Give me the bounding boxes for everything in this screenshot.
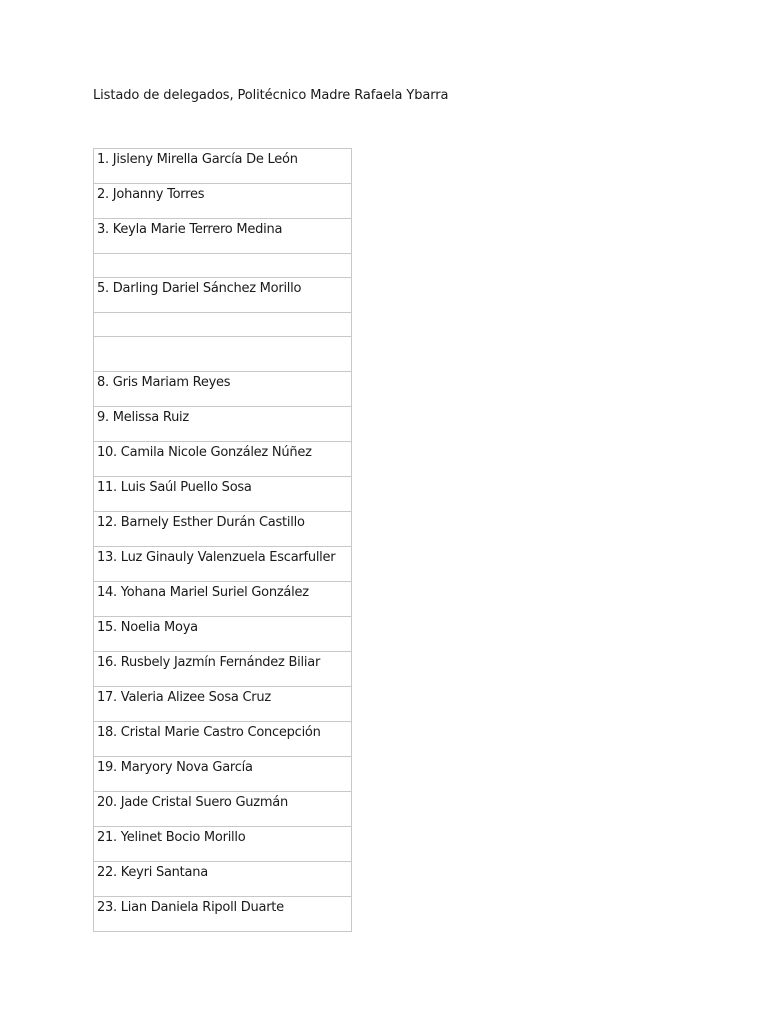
table-row: [94, 897, 352, 932]
delegate-cell: 19. Maryory Nova García: [94, 757, 352, 792]
table-row: [94, 512, 352, 547]
table-row-empty: [94, 313, 352, 337]
delegate-cell: [94, 337, 352, 372]
table-row: [94, 582, 352, 617]
delegate-cell: 23. Lian Daniela Ripoll Duarte: [94, 897, 352, 932]
table-row: [94, 687, 352, 722]
table-row: [94, 827, 352, 862]
delegate-cell: 8. Gris Mariam Reyes: [94, 372, 352, 407]
table-row: [94, 862, 352, 897]
delegate-cell: 11. Luis Saúl Puello Sosa: [94, 477, 352, 512]
delegate-cell: [94, 313, 352, 337]
delegate-cell: 18. Cristal Marie Castro Concepción: [94, 722, 352, 757]
table-row: [94, 652, 352, 687]
table-row: [94, 547, 352, 582]
delegates-table: [93, 148, 352, 932]
table-row: [94, 278, 352, 313]
delegate-cell: 2. Johanny Torres: [94, 184, 352, 219]
table-row: [94, 442, 352, 477]
delegate-cell: 21. Yelinet Bocio Morillo: [94, 827, 352, 862]
table-row: [94, 184, 352, 219]
table-row-empty: [94, 337, 352, 372]
table-row: [94, 149, 352, 184]
delegate-cell: 12. Barnely Esther Durán Castillo: [94, 512, 352, 547]
table-row: [94, 792, 352, 827]
delegate-cell: 15. Noelia Moya: [94, 617, 352, 652]
delegate-cell: 22. Keyri Santana: [94, 862, 352, 897]
table-row: [94, 722, 352, 757]
table-row: [94, 219, 352, 254]
delegate-cell: 20. Jade Cristal Suero Guzmán: [94, 792, 352, 827]
delegate-cell: 17. Valeria Alizee Sosa Cruz: [94, 687, 352, 722]
delegate-cell: 13. Luz Ginauly Valenzuela Escarfuller: [94, 547, 352, 582]
table-row: [94, 372, 352, 407]
table-row: [94, 617, 352, 652]
delegate-cell: 1. Jisleny Mirella García De León: [94, 149, 352, 184]
delegate-cell: 16. Rusbely Jazmín Fernández Biliar: [94, 652, 352, 687]
table-row: [94, 757, 352, 792]
delegate-cell: 9. Melissa Ruiz: [94, 407, 352, 442]
delegate-cell: 5. Darling Dariel Sánchez Morillo: [94, 278, 352, 313]
table-row: [94, 407, 352, 442]
delegate-cell: 10. Camila Nicole González Núñez: [94, 442, 352, 477]
table-row-empty: [94, 254, 352, 278]
delegate-cell: 14. Yohana Mariel Suriel González: [94, 582, 352, 617]
delegate-cell: [94, 254, 352, 278]
table-row: [94, 477, 352, 512]
delegate-cell: 3. Keyla Marie Terrero Medina: [94, 219, 352, 254]
document-title: Listado de delegados, Politécnico Madre Rafaela Ybarra: [93, 88, 449, 103]
